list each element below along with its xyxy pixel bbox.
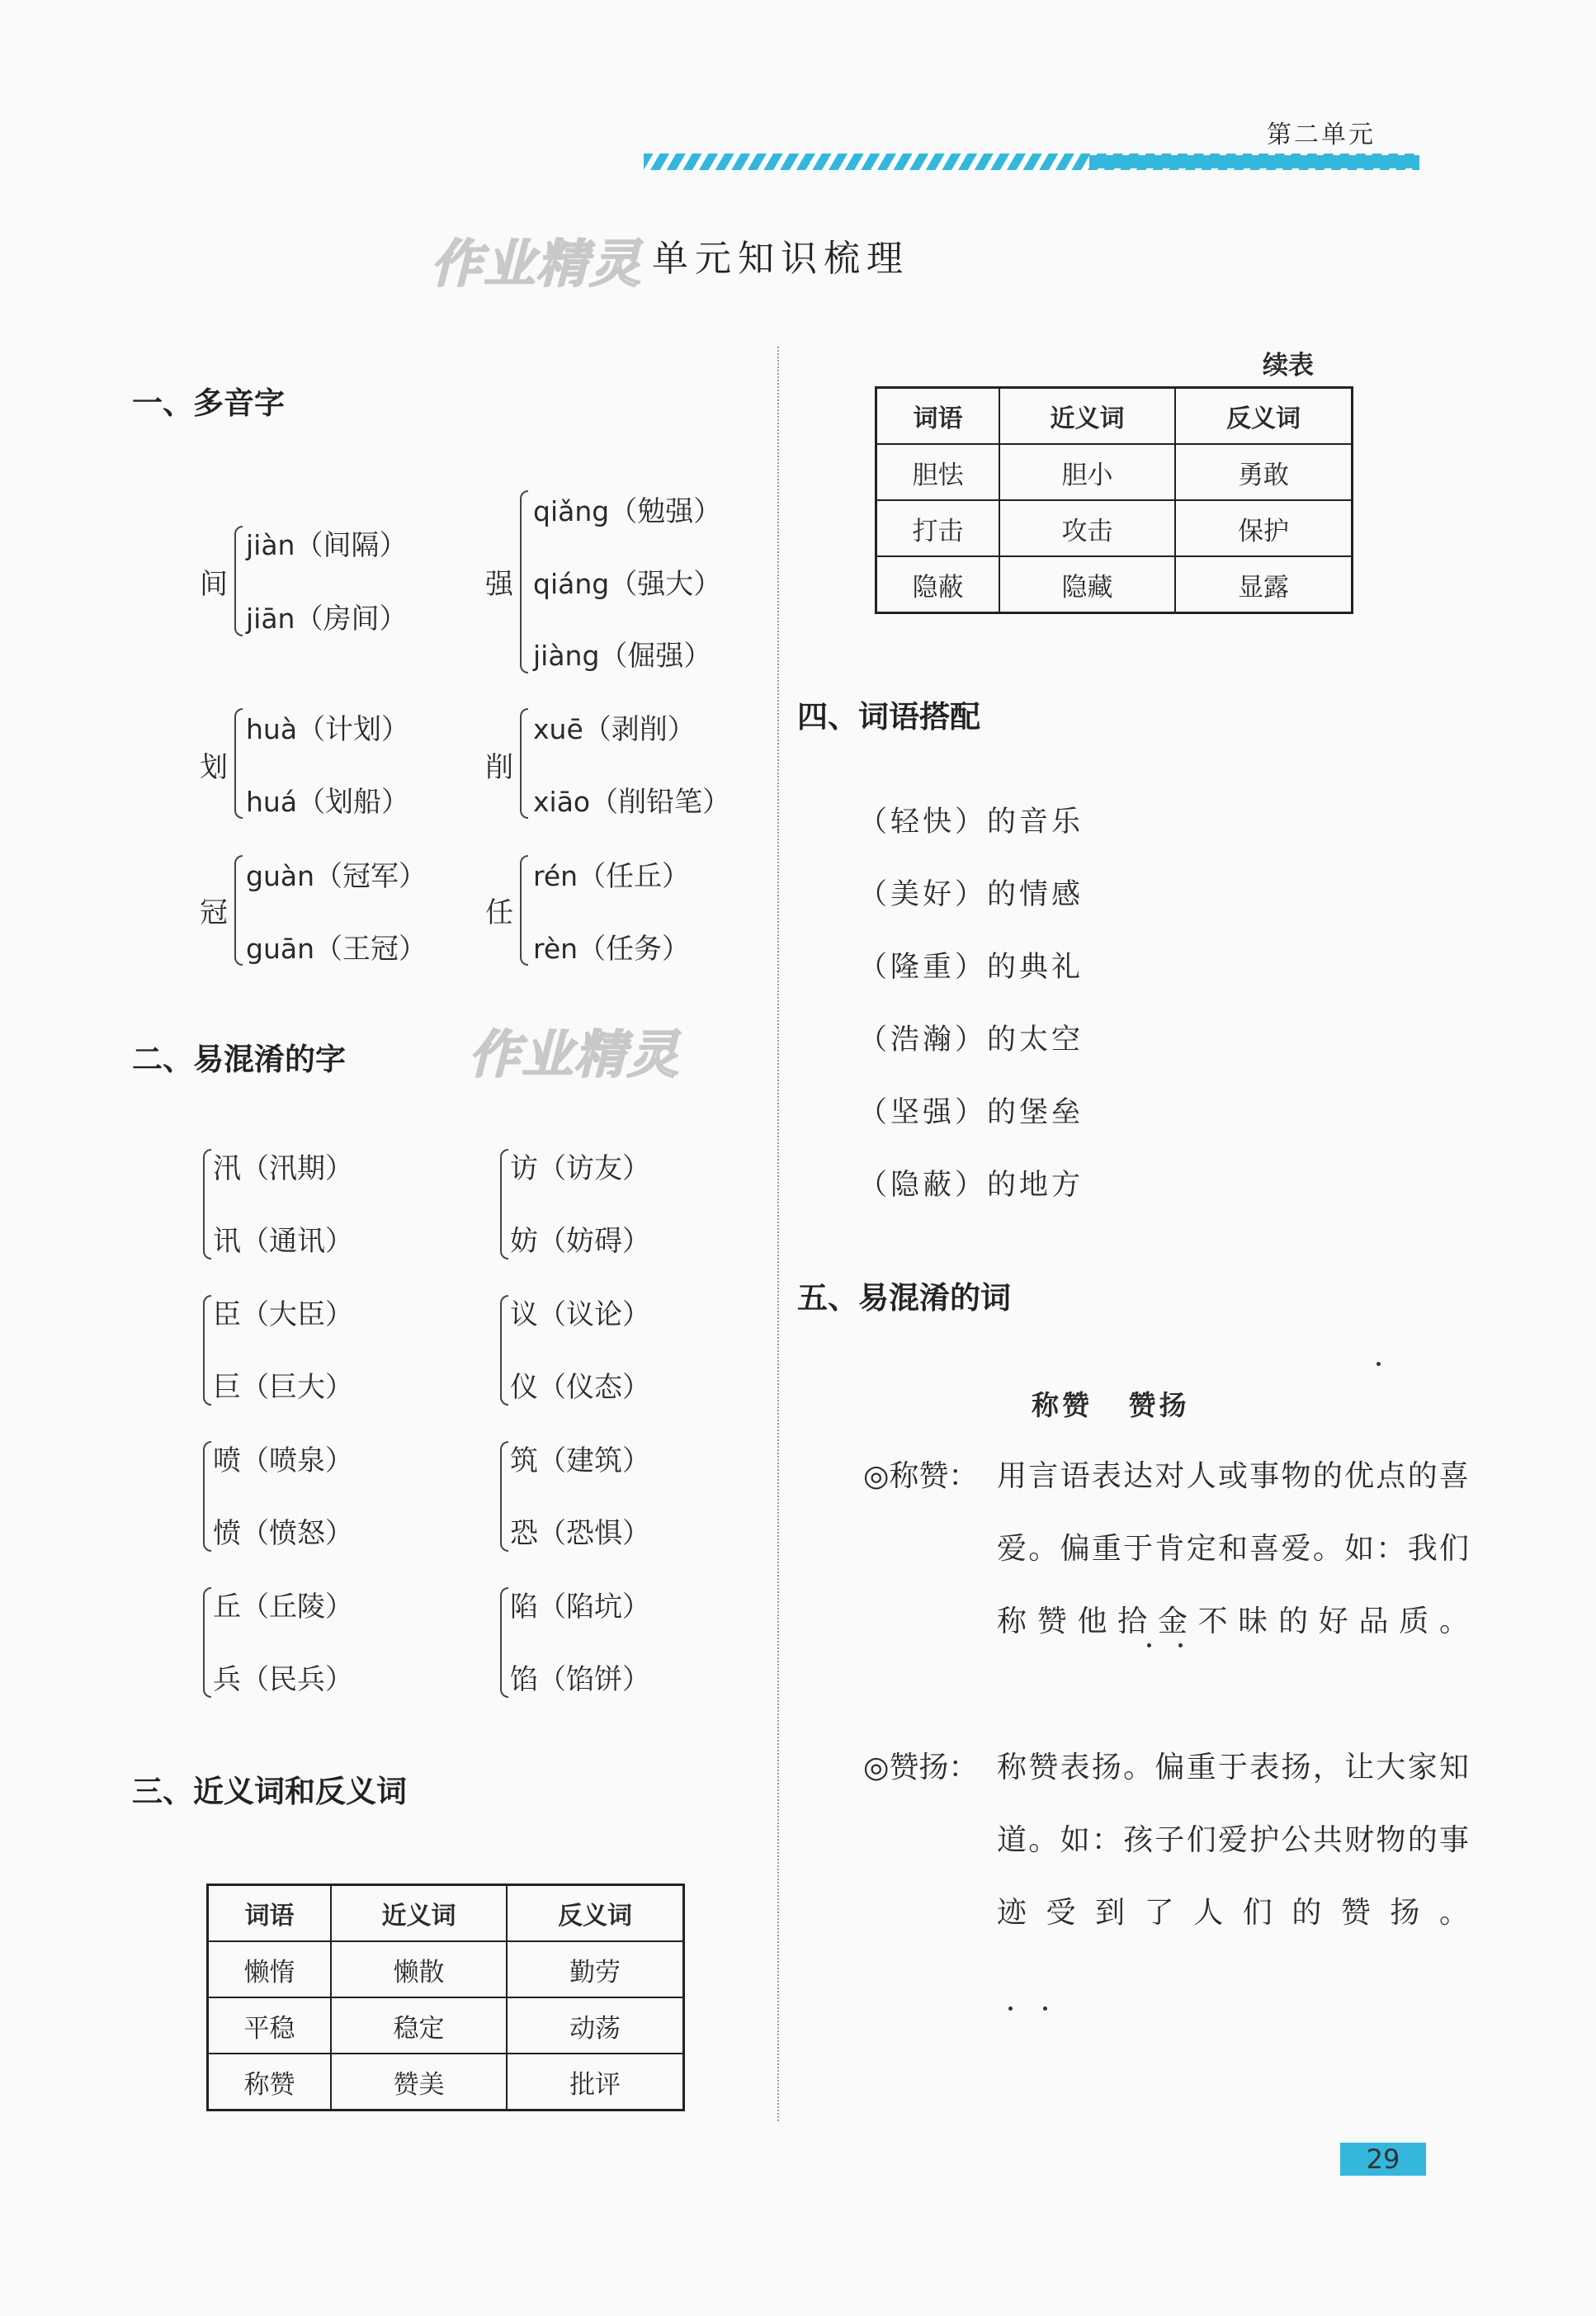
table-header-cell: 近义词 bbox=[331, 1885, 507, 1942]
definition-term: ◎称赞： bbox=[863, 1459, 979, 1493]
brace bbox=[203, 1295, 211, 1406]
pinyin: qiáng bbox=[533, 568, 610, 600]
table-cell: 平稳 bbox=[208, 1997, 331, 2054]
pinyin: qiǎng bbox=[533, 495, 610, 527]
example-word: （冠军） bbox=[314, 860, 427, 893]
section-title-confusable-chars: 二、易混淆的字 bbox=[132, 1041, 346, 1077]
brace bbox=[234, 526, 243, 636]
pinyin: jiān bbox=[246, 603, 295, 635]
confusable-char: 巨（巨大） bbox=[213, 1371, 353, 1404]
collocation-item: （浩瀚）的太空 bbox=[858, 1023, 1084, 1056]
polyphone-reading bbox=[246, 853, 427, 894]
confusable-char: 兵（民兵） bbox=[213, 1663, 353, 1696]
table-cell: 显露 bbox=[1175, 556, 1352, 613]
brace bbox=[520, 708, 528, 819]
unit-label: 第二单元 bbox=[1267, 121, 1376, 149]
section-title-polyphones: 一、多音字 bbox=[132, 385, 285, 421]
table-row bbox=[876, 500, 1353, 556]
definition-body: 用言语表达对人或事物的优点的喜爱。偏重于肯定和喜爱。如：我们称赞他拾金不昧的好品质。 bbox=[997, 1459, 1469, 1638]
confusable-char: 愤（愤怒） bbox=[213, 1517, 353, 1550]
table-cell: 动荡 bbox=[507, 1997, 683, 2054]
polyphone-char: 强 bbox=[485, 568, 513, 601]
table-header-row bbox=[208, 1885, 684, 1942]
confusable-char: 仪（仪态） bbox=[510, 1371, 650, 1404]
emphasis-dot bbox=[1178, 1643, 1183, 1647]
polyphone-reading bbox=[533, 926, 690, 967]
pinyin: xuē bbox=[533, 713, 583, 745]
pinyin: rén bbox=[533, 860, 578, 892]
table-header-cell: 词语 bbox=[876, 388, 999, 445]
section-title-synonyms-antonyms: 三、近义词和反义词 bbox=[132, 1773, 407, 1809]
header-stripe-bar bbox=[644, 154, 1419, 170]
example-word: （王冠） bbox=[314, 933, 427, 966]
table-cell: 稳定 bbox=[331, 1997, 507, 2054]
polyphone-reading bbox=[533, 853, 690, 894]
confusable-char: 汛（汛期） bbox=[213, 1152, 353, 1185]
polyphone-reading bbox=[246, 707, 409, 747]
pinyin: huà bbox=[246, 713, 298, 745]
confusable-char: 访（访友） bbox=[510, 1152, 650, 1185]
pinyin: xiāo bbox=[533, 786, 591, 818]
example-word: （勉强） bbox=[609, 495, 722, 528]
pinyin: guān bbox=[246, 933, 314, 965]
pinyin: huá bbox=[246, 786, 298, 818]
brace bbox=[500, 1441, 508, 1552]
example-word: （削铅笔） bbox=[590, 786, 731, 819]
table-cell: 隐蔽 bbox=[876, 556, 999, 613]
confusable-char: 筑（建筑） bbox=[510, 1444, 650, 1477]
example-word: （房间） bbox=[295, 603, 408, 636]
brace bbox=[203, 1441, 211, 1552]
table-cell: 赞美 bbox=[331, 2054, 507, 2110]
column-divider bbox=[777, 347, 779, 2121]
table-cell: 胆怯 bbox=[876, 444, 999, 500]
table-cell: 勇敢 bbox=[1175, 444, 1352, 500]
table-cell: 攻击 bbox=[999, 500, 1175, 556]
emphasis-dot bbox=[1008, 2006, 1013, 2011]
polyphone-reading bbox=[533, 779, 730, 820]
polyphone-reading bbox=[533, 707, 696, 747]
brace bbox=[203, 1149, 211, 1260]
section-title-confusable-words: 五、易混淆的词 bbox=[797, 1279, 1011, 1316]
brace bbox=[500, 1149, 508, 1260]
confusable-char: 妨（妨碍） bbox=[510, 1225, 650, 1258]
continued-table-caption: 续表 bbox=[1263, 351, 1314, 380]
polyphone-reading bbox=[246, 926, 427, 967]
pinyin: jiàng bbox=[533, 640, 600, 672]
table-cell: 勤劳 bbox=[507, 1941, 683, 1997]
confusable-char: 议（议论） bbox=[510, 1298, 650, 1331]
confusable-char: 恐（恐惧） bbox=[510, 1517, 650, 1550]
polyphone-char: 削 bbox=[485, 751, 513, 784]
table-row bbox=[208, 1997, 684, 2054]
example-word: （任务） bbox=[578, 933, 691, 966]
emphasis-dot bbox=[1147, 1643, 1151, 1647]
watermark-logo: 作业精灵 bbox=[469, 1024, 681, 1085]
polyphone-char: 冠 bbox=[200, 896, 228, 929]
polyphone-reading bbox=[533, 489, 721, 529]
example-word: （倔强） bbox=[599, 640, 712, 673]
collocation-item: （轻快）的音乐 bbox=[858, 806, 1084, 839]
table-cell: 打击 bbox=[876, 500, 999, 556]
table-cell: 批评 bbox=[507, 2054, 683, 2110]
definition-body: 称赞表扬。偏重于表扬，让大家知道。如：孩子们爱护公共财物的事迹受到了人们的赞扬。 bbox=[997, 1751, 1469, 1930]
confusable-char: 丘（丘陵） bbox=[213, 1590, 353, 1624]
brace bbox=[234, 855, 243, 966]
collocation-item: （坚强）的堡垒 bbox=[858, 1096, 1084, 1129]
brace bbox=[500, 1295, 508, 1406]
collocation-item: （隆重）的典礼 bbox=[858, 951, 1084, 984]
table-cell: 隐藏 bbox=[999, 556, 1175, 613]
table-cell: 称赞 bbox=[208, 2054, 331, 2110]
table-row bbox=[208, 2054, 684, 2110]
example-word: （强大） bbox=[609, 568, 722, 601]
table-cell: 懒散 bbox=[331, 1941, 507, 1997]
polyphone-reading bbox=[533, 633, 711, 674]
polyphone-char: 任 bbox=[485, 896, 513, 929]
synonym-antonym-table bbox=[206, 1884, 685, 2111]
table-row bbox=[876, 556, 1353, 613]
table-row bbox=[208, 1941, 684, 1997]
confusable-char: 臣（大臣） bbox=[213, 1298, 353, 1331]
page-title: 单元知识梳理 bbox=[652, 238, 909, 280]
confusable-char: 喷（喷泉） bbox=[213, 1444, 353, 1477]
table-header-cell: 反义词 bbox=[507, 1885, 683, 1942]
pinyin: jiàn bbox=[246, 529, 295, 561]
section-title-collocations: 四、词语搭配 bbox=[797, 698, 980, 735]
table-header-cell: 近义词 bbox=[999, 388, 1175, 445]
confusable-char: 陷（陷坑） bbox=[510, 1590, 650, 1624]
definition-term: ◎赞扬： bbox=[863, 1751, 979, 1784]
polyphone-reading bbox=[246, 779, 409, 820]
table-header-cell: 反义词 bbox=[1175, 388, 1352, 445]
polyphone-char: 间 bbox=[200, 568, 228, 601]
brace bbox=[500, 1587, 508, 1698]
example-word: （间隔） bbox=[295, 529, 408, 562]
table-cell: 保护 bbox=[1175, 500, 1352, 556]
example-word: （划船） bbox=[297, 786, 410, 819]
collocation-item: （隐蔽）的地方 bbox=[858, 1169, 1084, 1202]
definition-block bbox=[863, 1440, 1469, 1731]
polyphone-reading bbox=[246, 522, 407, 563]
polyphone-reading bbox=[246, 596, 407, 636]
example-word: （任丘） bbox=[578, 860, 691, 893]
brace bbox=[234, 708, 243, 819]
watermark-logo: 作业精灵 bbox=[431, 234, 643, 294]
table-cell: 懒惰 bbox=[208, 1941, 331, 1997]
definition-block bbox=[863, 1732, 1469, 2022]
table-header-row bbox=[876, 388, 1353, 445]
example-word: （计划） bbox=[297, 713, 410, 746]
pinyin: guàn bbox=[246, 860, 314, 892]
brace bbox=[520, 855, 528, 966]
continued-table bbox=[875, 386, 1353, 614]
confusable-char: 馅（馅饼） bbox=[510, 1663, 650, 1696]
brace bbox=[203, 1587, 211, 1698]
word-pair-heading: 称赞 赞扬 bbox=[1032, 1389, 1190, 1421]
collocation-item: （美好）的情感 bbox=[858, 878, 1084, 911]
emphasis-dot bbox=[1376, 1362, 1381, 1366]
table-header-cell: 词语 bbox=[208, 1885, 331, 1942]
polyphone-char: 划 bbox=[200, 751, 228, 784]
pinyin: rèn bbox=[533, 933, 578, 965]
brace bbox=[520, 490, 528, 674]
polyphone-reading bbox=[533, 561, 721, 602]
emphasis-dot bbox=[1043, 2006, 1047, 2011]
table-row bbox=[876, 444, 1353, 500]
page-number: 29 bbox=[1340, 2143, 1426, 2176]
example-word: （剥削） bbox=[583, 713, 696, 746]
confusable-char: 讯（通讯） bbox=[213, 1225, 353, 1258]
table-cell: 胆小 bbox=[999, 444, 1175, 500]
